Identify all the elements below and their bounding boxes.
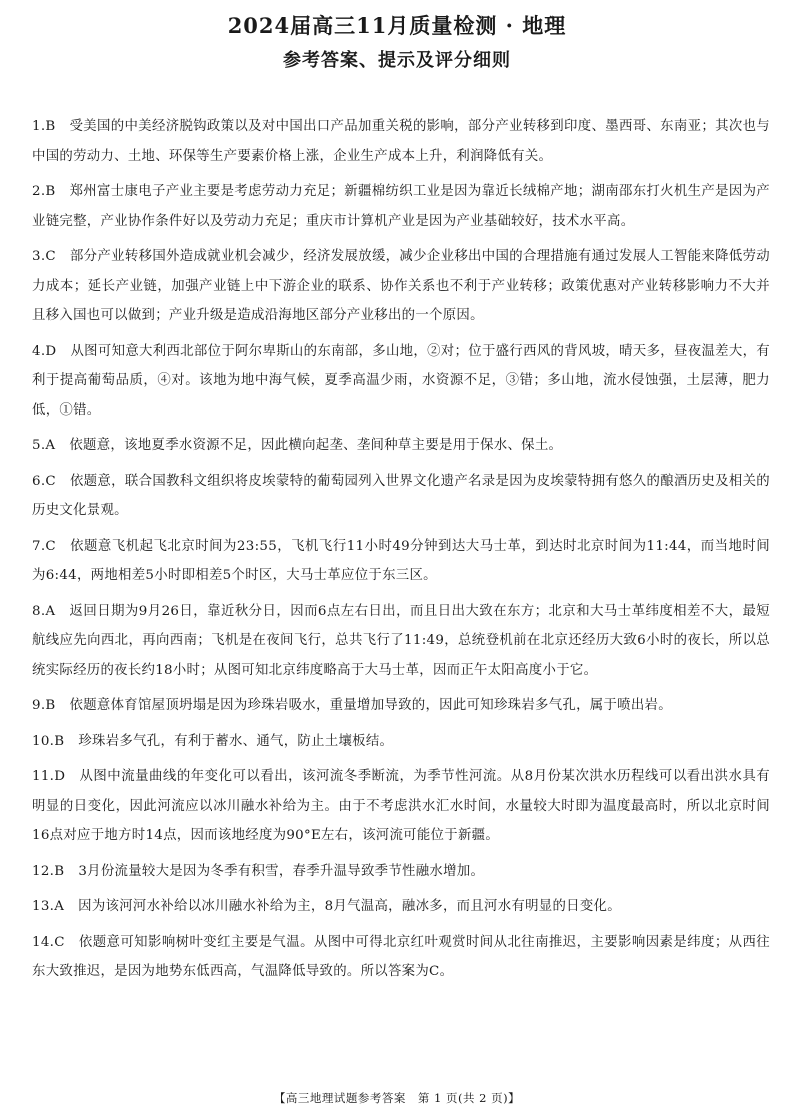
answer-explanation: 依题意，联合国教科文组织将皮埃蒙特的葡萄园列入世界文化遗产名录是因为皮埃蒙特拥有悠久的酿酒历史及相关的历史文化景观。 <box>32 473 770 518</box>
answer-item-2 <box>32 177 770 236</box>
answer-item-11 <box>32 762 770 851</box>
answer-explanation: 依题意，该地夏季水资源不足，因此横向起垄、垄间种草主要是用于保水、保土。 <box>69 438 563 453</box>
answer-number: 7.C <box>32 538 56 554</box>
answer-number: 6.C <box>32 473 56 489</box>
answer-number: 13.A <box>32 899 65 914</box>
answer-item-1 <box>32 112 770 171</box>
answer-number: 8.A <box>32 603 56 619</box>
answer-item-5 <box>32 431 770 461</box>
answer-item-3 <box>32 242 770 331</box>
answer-number: 2.B <box>32 184 56 199</box>
answer-number: 5.A <box>32 438 56 453</box>
answer-explanation: 珍珠岩多气孔，有利于蓄水、通气，防止土壤板结。 <box>78 733 394 749</box>
answer-number: 3.C <box>32 249 56 264</box>
answer-item-4 <box>32 337 770 426</box>
answer-number: 11.D <box>32 769 66 784</box>
answer-number: 12.B <box>32 863 65 879</box>
answer-item-9 <box>32 691 770 721</box>
page-title: 2024届高三11月质量检测 · 地理 <box>227 13 567 38</box>
answer-explanation: 部分产业转移国外造成就业机会减少，经济发展放缓，减少企业移出中国的合理措施有通过发展人工智能来降低劳动力成本；延长产业链，加强产业链上中下游企业的联系、协作关系也不利于产业转移；政策优惠对产业转移影响力不大并且移入国也可以做到；产业升级是造成沿海地区部分产业移出的一个原因。 <box>32 249 770 323</box>
answer-explanation: 郑州富士康电子产业主要是考虑劳动力充足；新疆棉纺织工业是因为靠近长绒棉产地；湖南邵东打火机生产是因为产业链完整，产业协作条件好以及劳动力充足；重庆市计算机产业是因为产业基础较好，技术水平高。 <box>32 184 770 229</box>
page-subtitle: 参考答案、提示及评分细则 <box>283 50 511 71</box>
answer-explanation: 因为该河河水补给以冰川融水补给为主，8月气温高，融冰多，而且河水有明显的日变化。 <box>78 899 621 914</box>
answer-number: 4.D <box>32 343 57 359</box>
answer-item-12 <box>32 857 770 887</box>
answer-item-8 <box>32 597 770 686</box>
answer-item-7 <box>32 532 770 591</box>
answer-explanation: 返回日期为9月26日，靠近秋分日，因而6点左右日出，而且日出大致在东方；北京和大马士革纬度相差不大，最短航线应先向西北，再向西南；飞机是在夜间飞行，总共飞行了11:49，总统登机前在北京还经历大致6小时的夜长，所以总统实际经历的夜长约18小时；从图可知北京纬度略高于大马士革，因而正午太阳高度小于它。 <box>32 603 770 678</box>
answer-explanation: 依题意体育馆屋顶坍塌是因为珍珠岩吸水，重量增加导致的，因此可知珍珠岩多气孔，属于喷出岩。 <box>69 698 672 713</box>
answer-item-13 <box>32 892 770 922</box>
answer-number: 10.B <box>32 733 65 749</box>
answer-number: 1.B <box>32 119 56 134</box>
answer-explanation: 依题意飞机起飞北京时间为23:55，飞机飞行11小时49分钟到达大马士革，到达时北京时间为11:44，而当地时间为6:44，两地相差5小时即相差5个时区，大马士革应位于东三区。 <box>32 538 770 583</box>
page-footer: 【高三地理试题参考答案 第 1 页(共 2 页)】 <box>273 1091 521 1105</box>
answer-number: 9.B <box>32 698 56 713</box>
answer-item-6 <box>32 467 770 526</box>
answer-item-14 <box>32 928 770 987</box>
answer-explanation: 从图中流量曲线的年变化可以看出，该河流冬季断流，为季节性河流。从8月份某次洪水历程线可以看出洪水具有明显的日变化，因此河流应以冰川融水补给为主。由于不考虑洪水汇水时间，水量较大时即为温度最高时，所以北京时间16点对应于地方时14点，因而该地经度为90°E左右，该河流可能位于新疆。 <box>32 769 770 843</box>
answer-explanation: 从图可知意大利西北部位于阿尔卑斯山的东南部，多山地，②对；位于盛行西风的背风坡，晴天多，昼夜温差大，有利于提高葡萄品质，④对。该地为地中海气候，夏季高温少雨，水资源不足，③错；多山地，流水侵蚀强，土层薄，肥力低，①错。 <box>32 343 770 418</box>
answer-explanation: 受美国的中美经济脱钩政策以及对中国出口产品加重关税的影响，部分产业转移到印度、墨西哥、东南亚；其次也与中国的劳动力、土地、环保等生产要素价格上涨，企业生产成本上升，利润降低有关。 <box>32 119 770 164</box>
answer-explanation: 依题意可知影响树叶变红主要是气温。从图中可得北京红叶观赏时间从北往南推迟，主要影响因素是纬度；从西往东大致推迟，是因为地势东低西高，气温降低导致的。所以答案为C。 <box>32 934 770 979</box>
answer-item-10 <box>32 727 770 757</box>
answer-explanation: 3月份流量较大是因为冬季有积雪，春季升温导致季节性融水增加。 <box>78 863 485 879</box>
answer-list <box>32 112 770 993</box>
answer-number: 14.C <box>32 934 65 950</box>
